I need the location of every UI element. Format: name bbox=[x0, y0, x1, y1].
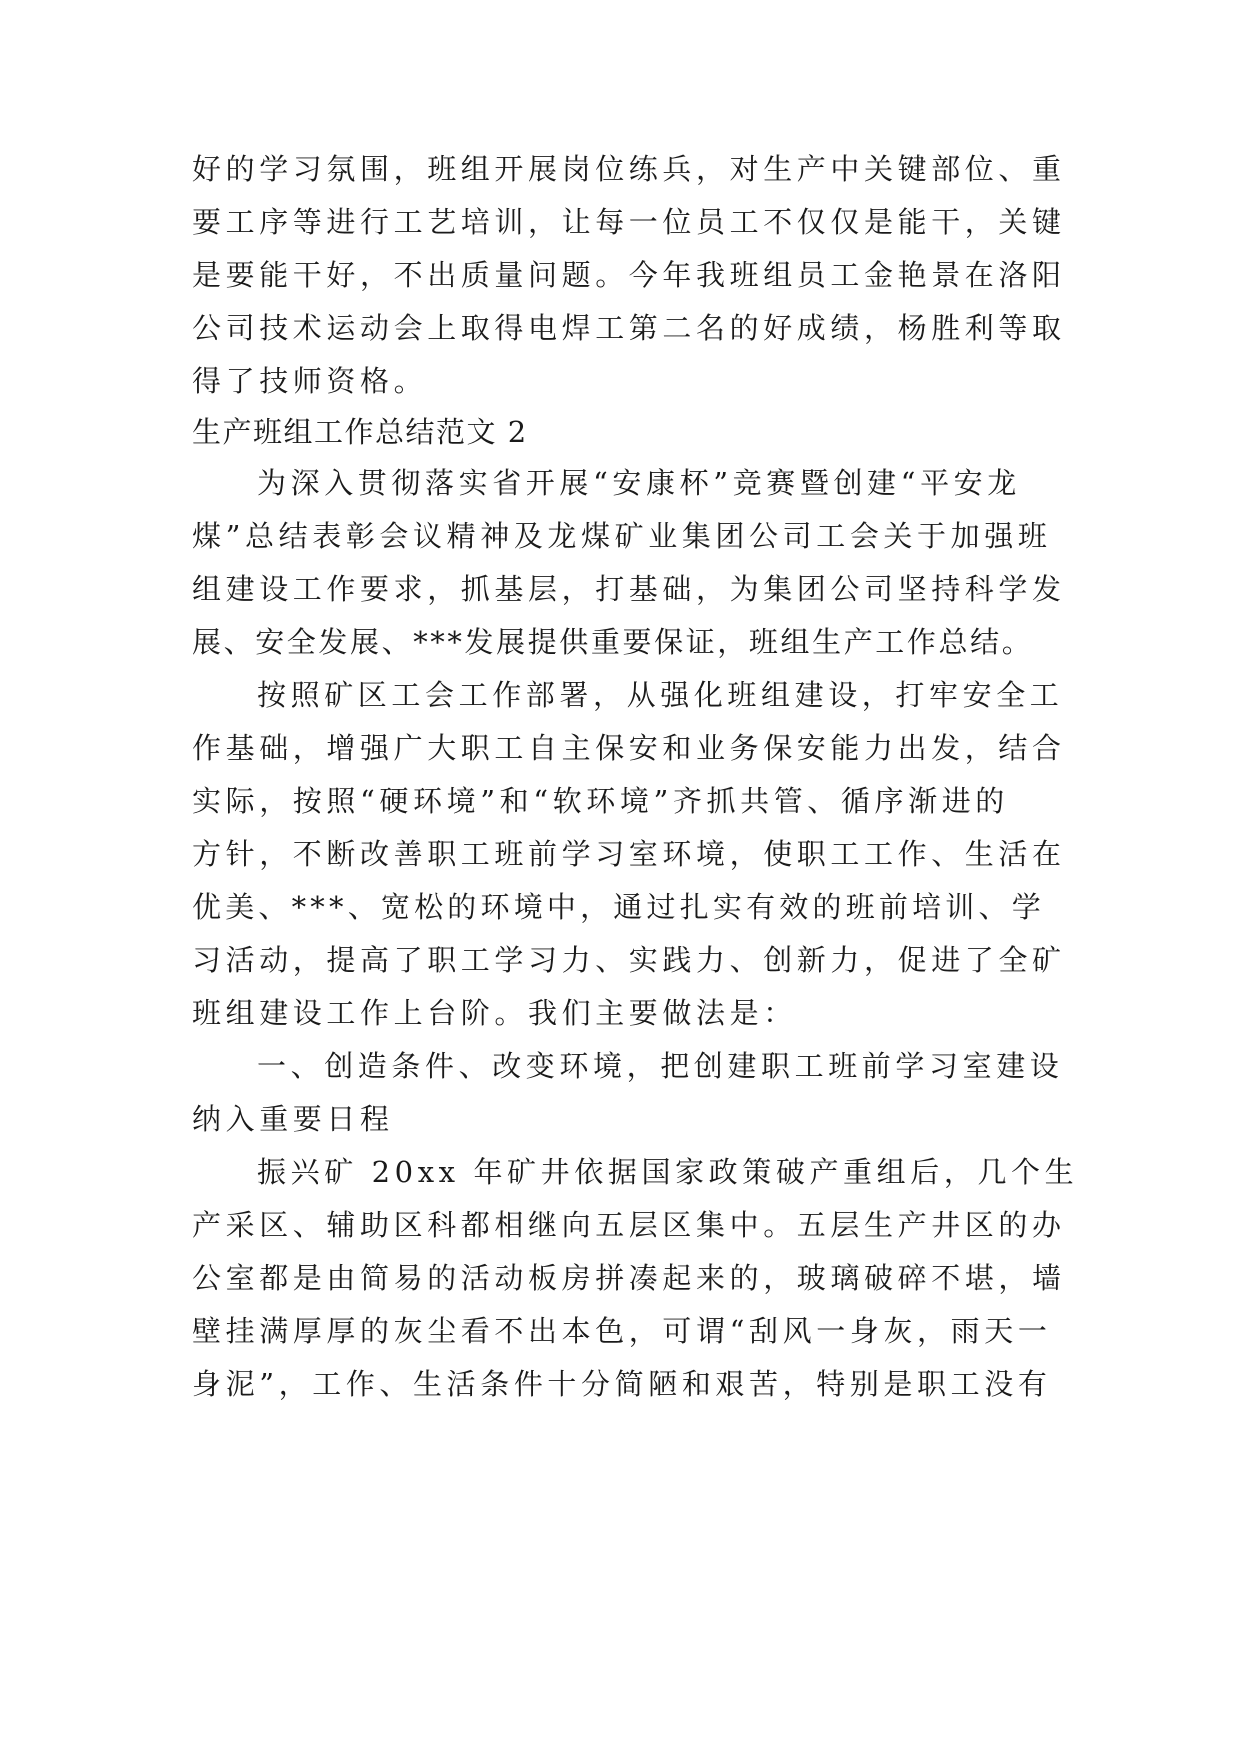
paragraph-line: 好的学习氛围，班组开展岗位练兵，对生产中关键部位、重 bbox=[192, 152, 1066, 186]
paragraph-line: 优美、***、宽松的环境中，通过扎实有效的班前培训、学 bbox=[192, 890, 1045, 924]
paragraph-line: 实际，按照“硬环境”和“软环境”齐抓共管、循序渐进的 bbox=[192, 784, 1009, 818]
paragraph-line: 振兴矿 20xx 年矿井依据国家政策破产重组后，几个生 bbox=[257, 1155, 1079, 1189]
paragraph-line: 得了技师资格。 bbox=[192, 364, 428, 398]
section-heading: 生产班组工作总结范文 2 bbox=[192, 415, 528, 449]
paragraph-line: 方针，不断改善职工班前学习室环境，使职工工作、生活在 bbox=[192, 837, 1066, 871]
paragraph-line: 组建设工作要求，抓基层，打基础，为集团公司坚持科学发 bbox=[192, 572, 1066, 606]
paragraph-line: 纳入重要日程 bbox=[192, 1102, 394, 1136]
paragraph-line: 公室都是由简易的活动板房拼凑起来的，玻璃破碎不堪，墙 bbox=[192, 1261, 1066, 1295]
paragraph-line: 作基础，增强广大职工自主保安和业务保安能力出发，结合 bbox=[192, 731, 1066, 765]
paragraph-line: 一、创造条件、改变环境，把创建职工班前学习室建设 bbox=[257, 1049, 1064, 1083]
paragraph-line: 按照矿区工会工作部署，从强化班组建设，打牢安全工 bbox=[257, 678, 1064, 712]
paragraph-line: 展、安全发展、***发展提供重要保证，班组生产工作总结。 bbox=[192, 625, 1034, 659]
paragraph-line: 要工序等进行工艺培训，让每一位员工不仅仅是能干，关键 bbox=[192, 205, 1066, 239]
paragraph-line: 公司技术运动会上取得电焊工第二名的好成绩，杨胜利等取 bbox=[192, 311, 1066, 345]
paragraph-line: 班组建设工作上台阶。我们主要做法是： bbox=[192, 996, 797, 1030]
paragraph-line: 产采区、辅助区科都相继向五层区集中。五层生产井区的办 bbox=[192, 1208, 1066, 1242]
paragraph-line: 为深入贯彻落实省开展“安康杯”竞赛暨创建“平安龙 bbox=[257, 466, 1021, 500]
paragraph-line: 是要能干好，不出质量问题。今年我班组员工金艳景在洛阳 bbox=[192, 258, 1066, 292]
paragraph-line: 壁挂满厚厚的灰尘看不出本色，可谓“刮风一身灰，雨天一 bbox=[192, 1314, 1052, 1348]
paragraph-line: 煤”总结表彰会议精神及龙煤矿业集团公司工会关于加强班 bbox=[192, 519, 1052, 553]
paragraph-line: 身泥”，工作、生活条件十分简陋和艰苦，特别是职工没有 bbox=[192, 1367, 1052, 1401]
paragraph-line: 习活动，提高了职工学习力、实践力、创新力，促进了全矿 bbox=[192, 943, 1066, 977]
